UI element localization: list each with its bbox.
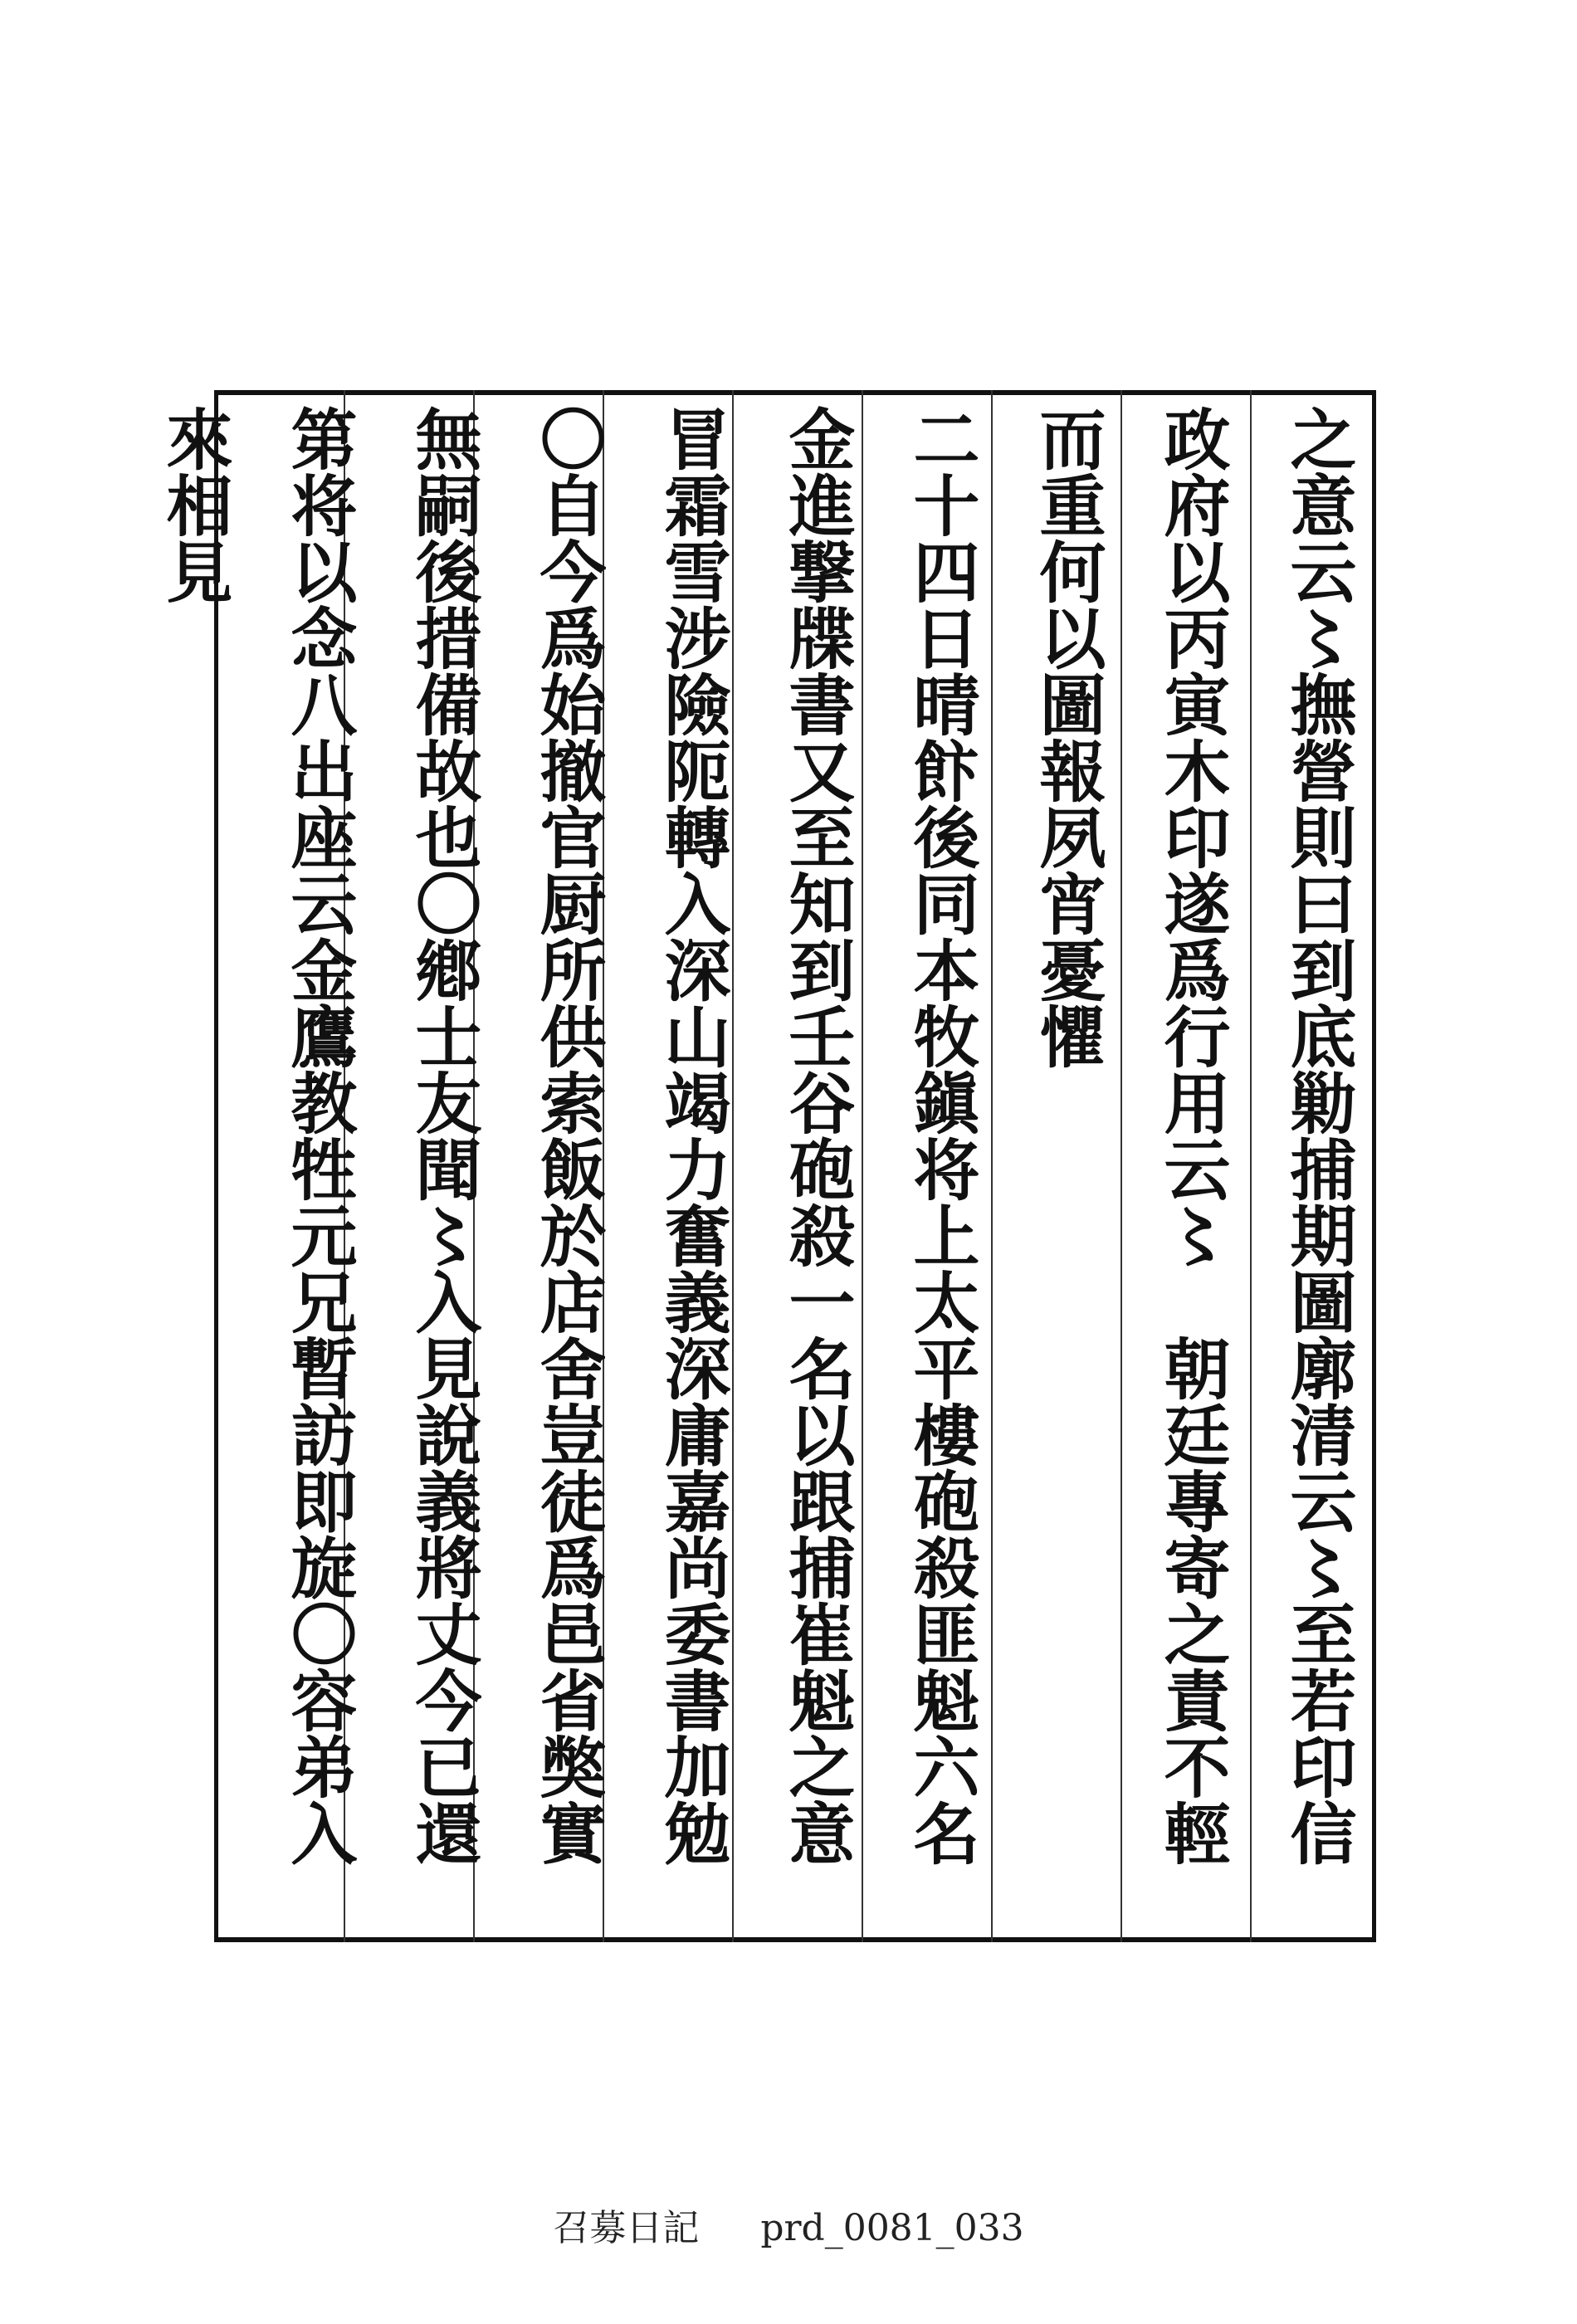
text-column-6: 冒霜雪涉險阨轉入深山竭力奮義深庸嘉尚委書加勉 xyxy=(653,405,731,1866)
text-column-1: 之意云〻撫營則曰到底勦捕期圖廓清云〻至若印信 xyxy=(1279,405,1357,1866)
page-id: prd_0081_033 xyxy=(760,2207,1024,2249)
text-column-9: 第将以念八出座云金鷹教牲元兄暫訪即旋〇容弟入 xyxy=(280,405,358,1866)
text-column-4: 二十四日晴飰後同本牧鎭将上太平樓砲殺匪魁六名 xyxy=(902,405,980,1866)
text-column-8: 無嗣後措備故也〇鄕士友聞〻入見說義將丈今已還 xyxy=(404,405,482,1866)
text-column-2: 政府以丙寅木印遂爲行用云〻 朝廷專寄之責不輕 xyxy=(1153,405,1231,1866)
book-title: 召募日記 xyxy=(553,2207,700,2249)
text-column-10: 來相見 xyxy=(155,405,233,604)
bottom-border xyxy=(214,1937,1376,1942)
top-border xyxy=(214,390,1376,395)
text-column-3: 而重何以圖報夙宵憂懼 xyxy=(1028,405,1106,1069)
text-frame xyxy=(155,390,1376,1942)
text-column-7: 〇自今爲始撤官厨所供索飯於店舍豈徒爲邑省獘實 xyxy=(529,405,607,1866)
text-column-5: 金進撃牒書又至知到壬谷砲殺一名以跟捕崔魁之意 xyxy=(778,405,856,1866)
column-rule xyxy=(1250,390,1252,1942)
page-footer xyxy=(0,2198,1577,2251)
